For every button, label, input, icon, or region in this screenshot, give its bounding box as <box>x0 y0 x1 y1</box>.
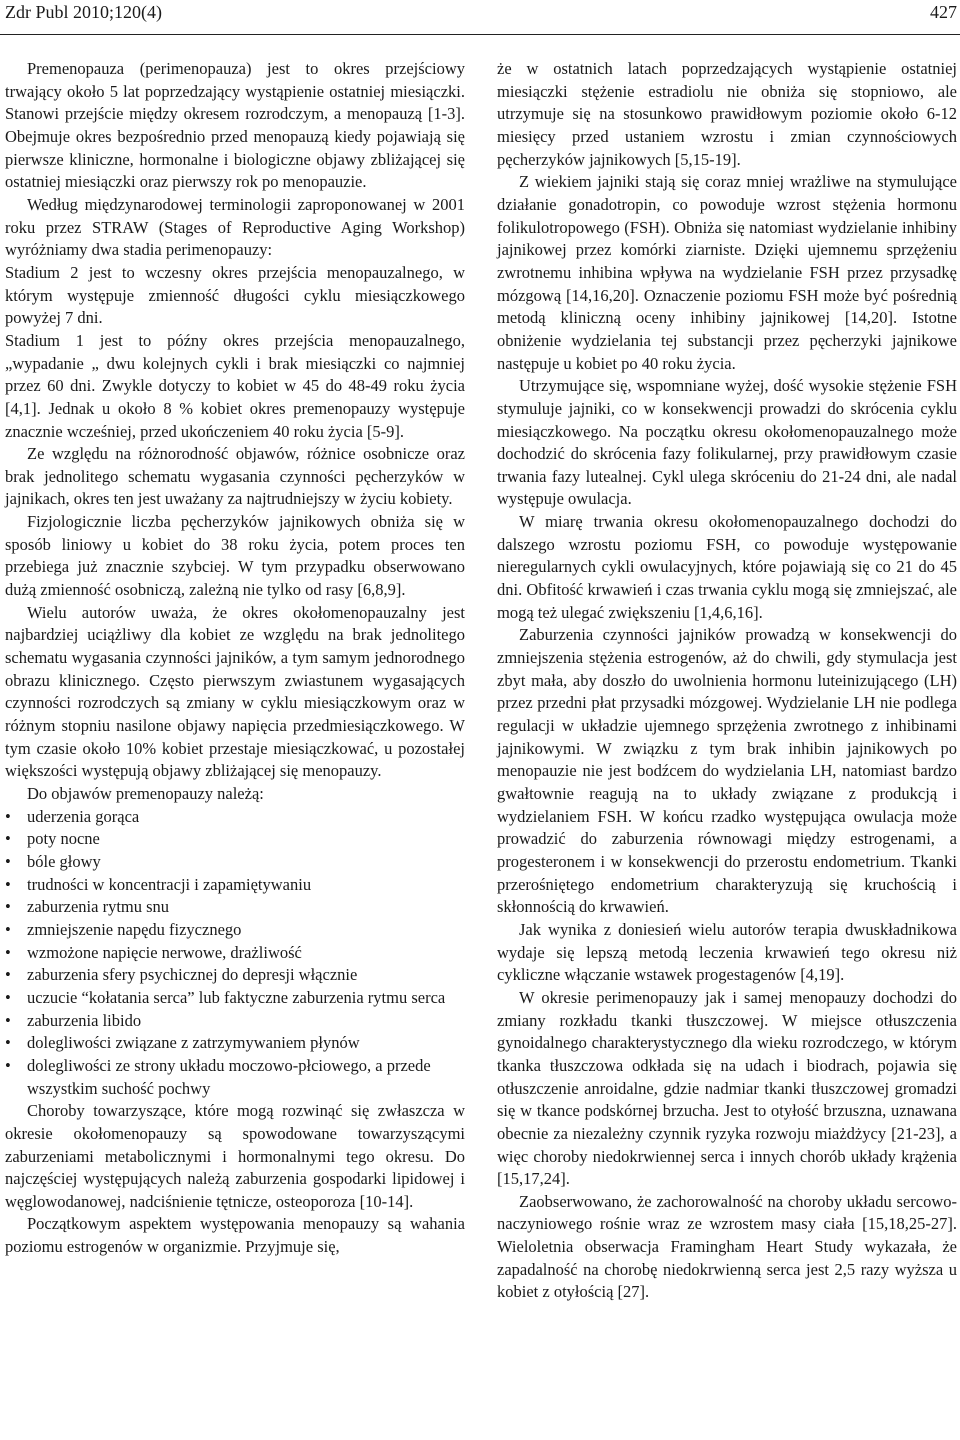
paragraph: Stadium 2 jest to wczesny okres przejścia menopauzalnego, w którym występuje zmienność długości cyklu miesiączkowego powyżej 7 dni. <box>5 262 465 328</box>
paragraph: Według międzynarodowej terminologii zaproponowanej w 2001 roku przez STRAW (Stages of Reproductive Aging Workshop) wyróżniamy dwa stadia perimenopauzy: <box>5 194 465 260</box>
list-item: • zaburzenia sfery psychicznej do depresji włącznie <box>5 964 465 987</box>
list-item: • uczucie “kołatania serca” lub faktyczne zaburzenia rytmu serca <box>5 987 465 1010</box>
paragraph: Utrzymujące się, wspomniane wyżej, dość wysokie stężenie FSH stymuluje jajniki, co w konsekwencji prowadzi do skrócenia cyklu miesiączkowego. Na początku okresu okołomenopauzalnego może dochodzić do skrócenia fazy folikularnej, przy prawidłowym czasie trwania fazy lutealnej. Cykl ulega skróceniu do 21-24 dni, ale nadal występuje owulacja. <box>497 376 957 509</box>
journal-citation: Zdr Publ 2010;120(4) <box>5 2 162 22</box>
running-header <box>0 0 960 35</box>
page-number: 427 <box>930 2 957 22</box>
paragraph: Premenopauza (perimenopauza) jest to okres przejściowy trwający około 5 lat poprzedzający wystąpienie ostatniej miesiączki. Stanowi przejście między okresem rozrodczym, a menopauzą [1-3]. Obejmuje okres bezpośrednio przed menopauzą kiedy pojawiają się pierwsze kliniczne, hormonalne i biologiczne objawy zbliżającej się ostatniej miesiączki oraz pierwszy rok po menopauzie. <box>5 59 465 192</box>
paragraph: Stadium 1 jest to późny okres przejścia menopauzalnego, „wypadanie „ dwu kolejnych cykli i brak miesiączki co najmniej przez 60 dni. Zwykle dotyczy to kobiet w 45 do 48-49 roku życia [4,1]. Jednak u około 8 % kobiet okres premenopauzy występuje znacznie wcześniej, przed ukończeniem 40 roku życia [5-9]. <box>5 330 465 441</box>
paragraph: Choroby towarzyszące, które mogą rozwinąć się zwłaszcza w okresie okołomenopauzy są spowodowane towarzyszącymi zaburzeniami metabolicznymi i hormonalnymi tego okresu. Do najczęściej występujących należą zaburzenia gospodarki lipidowej i węglowodanowej, nadciśnienie tętnicze, osteoporoza [10-14]. <box>5 1101 465 1211</box>
symptom-list <box>5 806 465 1101</box>
paragraph: Ze względu na różnorodność objawów, różnice osobnicze oraz brak jednolitego schematu wygasania czynności pęcherzyków w jajnikach, okres ten jest uważany za najtrudniejszy w życiu kobiety. <box>5 444 465 509</box>
paragraph: Do objawów premenopauzy należą: <box>27 784 264 803</box>
list-item: • poty nocne <box>5 828 465 851</box>
paragraph: W okresie perimenopauzy jak i samej menopauzy dochodzi do zmiany rozkładu tkanki tłuszczowej. W miejsce otłuszczenia gynoidalnego charakterystycznego dla wieku rozrodczego, w którym tkanka tłuszczowa odkłada się na udach i biodrach, pojawia się otłuszczenie anroidalne, gdzie nadmiar tkanki tłuszczowej gromadzi się w tkance podskórnej brzucha. Jest to otyłość brzuszna, uznawana obecnie za niezależny czynnik ryzyka rozwoju miażdżycy [21-23], a więc choroby niedokrwiennej serca i innych chorób układy krążenia [15,17,24]. <box>497 987 957 1189</box>
list-item: • wzmożone napięcie nerwowe, drażliwość <box>5 942 465 965</box>
list-item: • bóle głowy <box>5 851 465 874</box>
paragraph: Jak wynika z doniesień wielu autorów terapia dwuskładnikowa wydaje się lepszą metodą leczenia krwawień tego okresu niż cykliczne włączanie wstawek progestagenów [4,19]. <box>497 919 957 985</box>
paragraph: Początkowym aspektem występowania menopauzy są wahania poziomu estrogenów w organizmie. Przyjmuje się, <box>5 1214 465 1257</box>
paragraph: Zaobserwowano, że zachorowalność na choroby układu sercowo-naczyniowego rośnie wraz ze wzrostem masy ciała [15,18,25-27]. Wieloletnia obserwacja Framingham Heart Study wykazała, że zapadalność na chorobę niedokrwienną serca jest 2,5 razy wyższa u kobiet z otyłością [27]. <box>497 1191 957 1302</box>
list-item: • dolegliwości ze strony układu moczowo-płciowego, a przede wszystkim suchość pochwy <box>5 1055 465 1100</box>
right-column <box>497 58 957 1304</box>
list-item: • zmniejszenie napędu fizycznego <box>5 919 465 942</box>
paragraph: Zaburzenia czynności jajników prowadzą w konsekwencji do zmniejszenia stężenia estrogenów, aż do chwili, gdy stymulacja jest zbyt mała, aby doszło do uwolnienia hormonu luteinizującego (LH) przez przedni płat przysadki mózgowej. Wydzielanie LH nie podlega regulacji w układzie ujemnego sprzężenia zwrotnego z inhibinami jajnikowymi. W związku z tym brak inhibin jajnikowych po menopauzie nie jest bodźcem do wydzielania LH, natomiast bardzo gwałtownie reagują na to układy związane z produkcją i wydzielaniem FSH. W końcu rzadko występująca owulacja może prowadzić do zaburzenia równowagi między estrogenami, a progesteronem i w konsekwencji do przerostu endometrium. Tkanki przerośniętego endometrium charakteryzują się kruchością i skłonnością do krwawień. <box>497 625 957 917</box>
list-item: • zaburzenia libido <box>5 1010 465 1033</box>
paragraph: W miarę trwania okresu okołomenopauzalnego dochodzi do dalszego wzrostu poziomu FSH, co powoduje występowanie nieregularnych cykli owulacyjnych, które pojawiają się co 21 do 45 dni. Obfitość krwawień i czas trwania cyklu mogą się zmniejszać, ale mogą też ulegać zwiększeniu [1,4,6,16]. <box>497 512 957 622</box>
paragraph: Wielu autorów uważa, że okres okołomenopauzalny jest najbardziej uciążliwy dla kobiet ze względu na brak jednolitego schematu wygasania czynności jajników, a tym samym jednorodnego obrazu klinicznego. Często pierwszym zwiastunem wygasających czynności rozrodczych są zmiany w cyklu miesiączkowym oraz w różnym stopniu nasilone objawy napięcia przedmiesiączkowego. W tym czasie około 10% kobiet przestaje miesiączkować, u pozostałej większości występują objawy zbliżającej się menopauzy. <box>5 602 465 781</box>
left-column <box>5 58 465 1259</box>
list-item: • zaburzenia rytmu snu <box>5 896 465 919</box>
list-item: • dolegliwości związane z zatrzymywaniem płynów <box>5 1032 465 1055</box>
paragraph: Fizjologicznie liczba pęcherzyków jajnikowych obniża się w sposób liniowy u kobiet do 38 roku życia, potem proces ten przebiega już znacznie szybciej. W tym przypadku obserwowano dużą zmienność osobniczą, zależną nie tylko od rasy [6,8,9]. <box>5 512 465 600</box>
paragraph: Z wiekiem jajniki stają się coraz mniej wrażliwe na stymulujące działanie gonadotropin, co powoduje wzrost stężenia hormonu folikulotropowego (FSH). Obniża się natomiast wydzielanie inhibiny jajnikowej przez komórki ziarniste. Dzięki ujemnemu sprzężeniu zwrotnemu inhibina wpływa na wydzielanie FSH przez przysadkę mózgową [14,16,20]. Oznaczenie poziomu FSH może być pośrednią metodą kliniczną oceny inhibiny jajnikowej [14,20]. Istotne obniżenie wydzielania tej substancji przez pęcherzyki jajnikowe następuje u kobiet po 40 roku życia. <box>497 172 957 373</box>
list-item: • uderzenia gorąca <box>5 806 465 829</box>
list-item: • trudności w koncentracji i zapamiętywaniu <box>5 874 465 897</box>
paragraph: że w ostatnich latach poprzedzających wystąpienie ostatniej miesiączki stężenie estradiolu nie obniża się stopniowo, ale utrzymuje się na stosunkowo prawidłowym poziomie około 6-12 miesięcy przed ustaniem wzrostu i zmian czynnościowych pęcherzyków jajnikowych [5,15-19]. <box>497 59 957 169</box>
